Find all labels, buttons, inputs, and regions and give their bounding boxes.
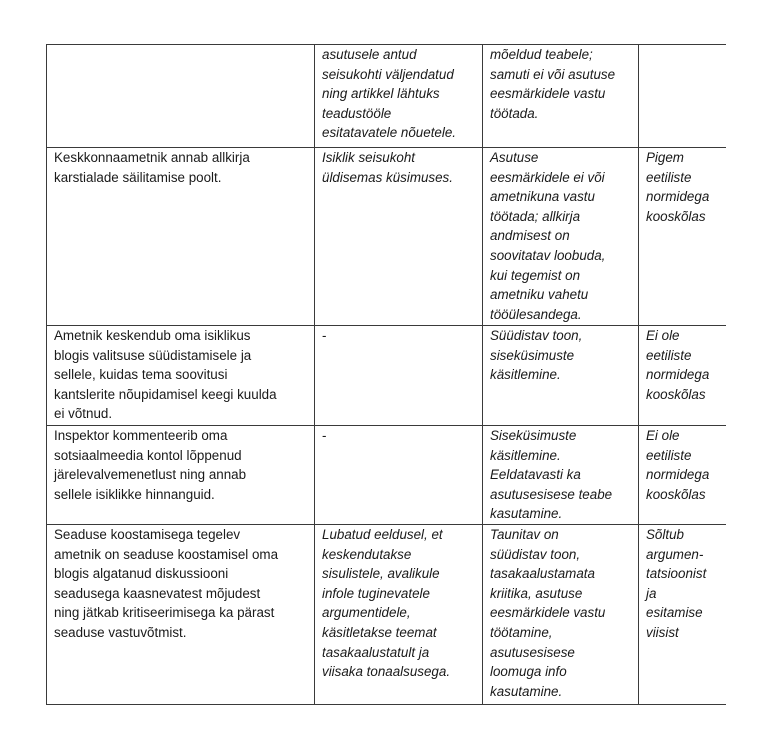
- risk-text: Siseküsimuste käsitlemine. Eeldatavasti ka asutusesisese teabe kasutamine.: [490, 428, 613, 522]
- situation-cell: [47, 45, 315, 148]
- assessment-cell: [315, 45, 483, 148]
- situation-cell: [47, 148, 315, 326]
- risk-text: Asutuse eesmärkidele ei või ametnikuna vastu töötada; allkirja andmisest on soovitatav loobuda, kui tegemist on ametniku vahetu tööülesandega.: [490, 150, 606, 322]
- risk-text: mõeldud teabele; samuti ei või asutuse eesmärkidele vastu töötada.: [490, 47, 616, 121]
- risk-cell: [483, 426, 639, 525]
- conclusion-cell: [639, 426, 726, 525]
- risk-cell: [483, 524, 639, 704]
- table-row: [47, 524, 726, 704]
- assessment-text: -: [322, 328, 327, 343]
- risk-cell: [483, 45, 639, 148]
- situation-cell: [47, 426, 315, 525]
- situation-text: Inspektor kommenteerib oma sotsiaalmeedia kontol lõppenud järelevalvemenetlust ning annab sellele isiklikke hinnanguid.: [54, 428, 247, 502]
- assessment-cell: [315, 148, 483, 326]
- situation-text: Seaduse koostamisega tegelev ametnik on seaduse koostamisel oma blogis algatanud diskussiooni seadusega kaasnevatest mõjudest ning jätkab kritiseerimisega ka pärast seaduse vastuvõtmist.: [54, 526, 279, 640]
- risk-cell: [483, 148, 639, 326]
- assessment-cell: [315, 524, 483, 704]
- conclusion-text: Ei ole eetiliste normidega kooskõlas: [646, 328, 710, 402]
- table-row: [47, 426, 726, 525]
- table-row: [47, 326, 726, 426]
- assessment-text: asutusele antud seisukohti väljendatud ning artikkel lähtuks teadustööle esitatavatele nõuetele.: [322, 47, 457, 141]
- conclusion-cell: [639, 148, 726, 326]
- assessment-cell: [315, 426, 483, 525]
- conclusion-cell: [639, 524, 726, 704]
- situation-cell: [47, 326, 315, 426]
- conclusion-cell: [639, 326, 726, 426]
- ethics-table: [46, 44, 726, 705]
- risk-text: Süüdistav toon, siseküsimuste käsitlemine.: [490, 328, 583, 383]
- assessment-text: Isiklik seisukoht üldisemas küsimuses.: [322, 150, 453, 185]
- situation-cell: [47, 524, 315, 704]
- risk-text: Taunitav on süüdistav toon, tasakaalustamata kriitika, asutuse eesmärkidele vastu töötamine, asutusesisese loomuga info kasutamine.: [490, 526, 606, 699]
- situation-text: Ametnik keskendub oma isiklikus blogis valitsuse süüdistamisele ja sellele, kuidas tema soovitusi kantslerite nõupidamisel keegi kuulda ei võtnud.: [54, 328, 277, 422]
- conclusion-text: Ei ole eetiliste normidega kooskõlas: [646, 428, 710, 502]
- assessment-text: Lubatud eeldusel, et keskendutakse sisulistele, avalikule infole tuginevatele argumentidele, käsitletakse teemat tasakaalustatult ja viisaka tonaalsusega.: [322, 526, 451, 680]
- assessment-cell: [315, 326, 483, 426]
- risk-cell: [483, 326, 639, 426]
- situation-text: Keskkonnaametnik annab allkirja karstialade säilitamise poolt.: [54, 150, 250, 185]
- assessment-text: -: [322, 428, 327, 443]
- table-row: [47, 148, 726, 326]
- conclusion-text: Pigem eetiliste normidega kooskõlas: [646, 150, 710, 224]
- table-row: [47, 45, 726, 148]
- conclusion-cell: [639, 45, 726, 148]
- conclusion-text: Sõltub argumen- tatsioonist ja esitamise viisist: [646, 526, 707, 640]
